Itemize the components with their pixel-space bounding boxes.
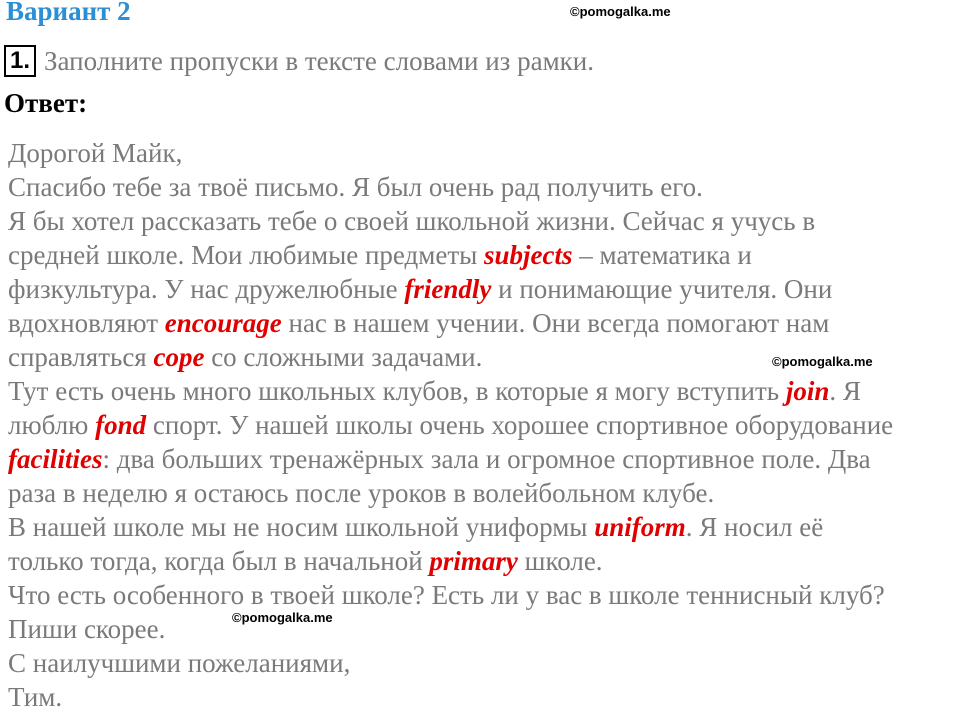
letter-text-segment: Пиши скорее.	[8, 614, 166, 644]
letter-line	[8, 544, 960, 578]
answer-label: Ответ:	[4, 88, 88, 118]
letter-text-segment: спорт. У нашей школы очень хорошее спортивное оборудование	[146, 410, 894, 440]
task-instruction: Заполните пропуски в тексте словами из рамки.	[44, 45, 594, 76]
letter-line	[8, 238, 960, 272]
letter-text-segment: Спасибо тебе за твоё письмо. Я был очень рад получить его.	[8, 172, 703, 202]
letter-line	[8, 170, 960, 204]
letter-line	[8, 340, 960, 374]
letter-text-segment: только тогда, когда был в начальной	[8, 546, 430, 576]
letter-text-segment: – математика и	[572, 240, 752, 270]
letter-line	[8, 306, 960, 340]
letter-line	[8, 680, 960, 714]
letter-text-segment: средней школе. Мои любимые предметы	[8, 240, 485, 270]
letter-text-segment: Что есть особенного в твоей школе? Есть ли у вас в школе теннисный клуб?	[8, 580, 885, 610]
letter-text-segment: Тут есть очень много школьных клубов, в которые я могу вступить	[8, 376, 786, 406]
answer-word: facilities	[8, 444, 103, 474]
task-number: 1.	[4, 45, 36, 77]
letter-line	[8, 136, 960, 170]
answer-word: cope	[153, 342, 205, 372]
letter-line	[8, 408, 960, 442]
letter-text-segment: школе.	[517, 546, 603, 576]
watermark: ©pomogalka.me	[772, 354, 873, 369]
answer-word: uniform	[594, 512, 686, 542]
task-header	[4, 44, 594, 78]
letter-text-segment: В нашей школе мы не носим школьной униформы	[8, 512, 595, 542]
letter-text-segment: физкультура. У нас дружелюбные	[8, 274, 405, 304]
letter-text-segment: . Я	[829, 376, 861, 406]
letter-text-segment: С наилучшими пожеланиями,	[8, 648, 351, 678]
letter-text-segment: раза в неделю я остаюсь после уроков в волейбольном клубе.	[8, 478, 715, 508]
watermark: ©pomogalka.me	[232, 610, 333, 625]
letter-text-segment: люблю	[8, 410, 96, 440]
letter-line	[8, 204, 960, 238]
letter-line	[8, 272, 960, 306]
watermark: ©pomogalka.me	[570, 4, 671, 19]
letter-text-segment: Тим.	[8, 682, 63, 712]
letter-text-segment: Я бы хотел рассказать тебе о своей школьной жизни. Сейчас я учусь в	[8, 206, 816, 236]
letter-text-segment: и понимающие учителя. Они	[491, 274, 833, 304]
letter-text-segment: . Я носил её	[685, 512, 824, 542]
answer-word: subjects	[484, 240, 573, 270]
variant-title: Вариант 2	[6, 0, 131, 26]
letter-line	[8, 374, 960, 408]
answer-word: join	[785, 376, 830, 406]
letter-line	[8, 612, 960, 646]
answer-word: primary	[429, 546, 518, 576]
letter-text-segment: вдохновляют	[8, 308, 165, 338]
letter-line	[8, 442, 960, 476]
letter-line	[8, 646, 960, 680]
letter-text-segment: нас в нашем учении. Они всегда помогают нам	[281, 308, 830, 338]
answer-word: encourage	[164, 308, 282, 338]
answer-word: fond	[95, 410, 147, 440]
letter-line	[8, 578, 960, 612]
letter-text-segment: со сложными задачами.	[204, 342, 483, 372]
letter-line	[8, 510, 960, 544]
letter-text-segment: : два больших тренажёрных зала и огромное спортивное поле. Два	[102, 444, 871, 474]
answer-word: friendly	[404, 274, 492, 304]
letter-text-segment: справляться	[8, 342, 154, 372]
letter-text-segment: Дорогой Майк,	[8, 138, 183, 168]
letter-line	[8, 476, 960, 510]
letter-text	[8, 136, 960, 714]
